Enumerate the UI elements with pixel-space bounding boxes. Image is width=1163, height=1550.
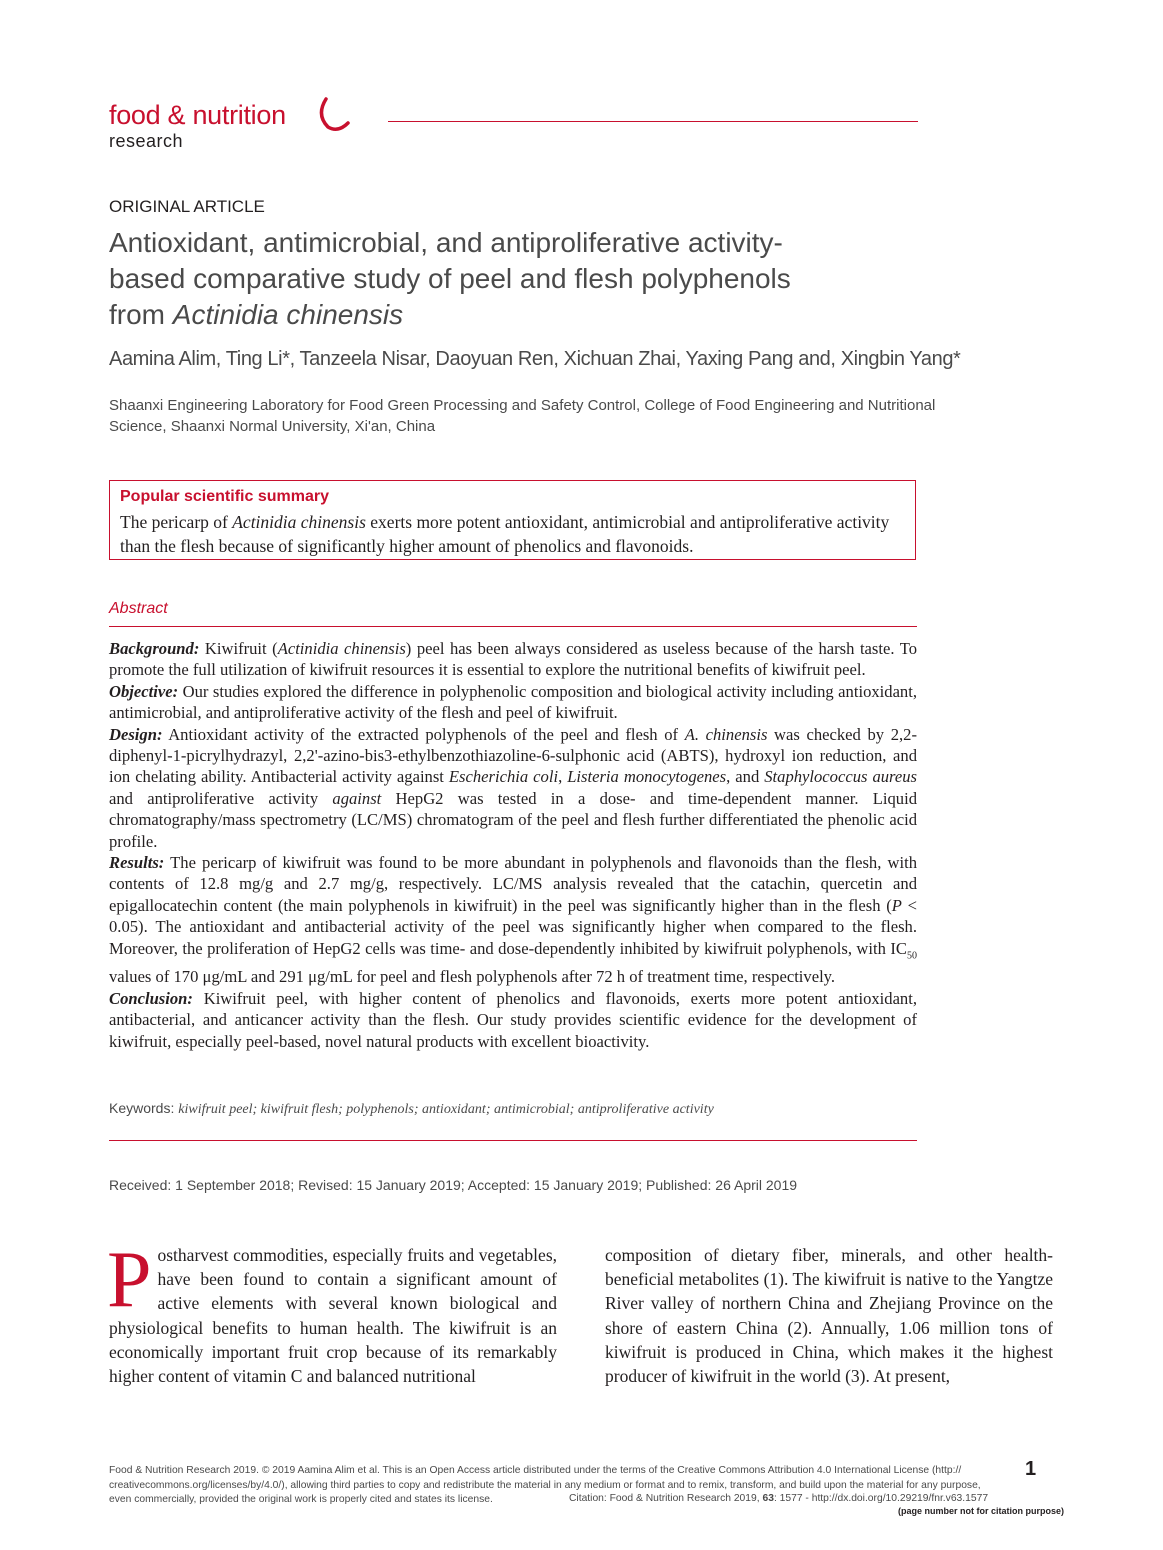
abstract-text: Kiwifruit peel, with higher content of phenolics and flavonoids, exerts more potent antioxidant, antibacterial, and anticancer activity than the flesh. Our study provides scientific evidence for the development of kiwifruit, especially peel-based, novel natural products with excellent bioactivity. bbox=[109, 988, 917, 1051]
keywords bbox=[109, 1100, 917, 1118]
summary-heading: Popular scientific summary bbox=[120, 488, 329, 505]
summary-text bbox=[120, 510, 910, 558]
publication-dates: Received: 1 September 2018; Revised: 15 January 2019; Accepted: 15 January 2019; Published: 26 April 2019 bbox=[109, 1177, 798, 1193]
summary-species: Actinidia chinensis bbox=[232, 512, 366, 532]
abstract-text: was checked by 2,2-diphenyl-1-picrylhydrazyl, 2,2'-azino-bis3-ethylbenzothiazoline-6-sulphonic acid (ABTS), hydroxyl ion reduction, and ion chelating ability. Antibacterial activity against bbox=[109, 724, 917, 787]
summary-text-part: exerts more potent antioxidant, antimicrobial and antiproliferative activity than the flesh because of significantly higher amount of phenolics and flavonoids. bbox=[120, 512, 890, 556]
abstract-text: and antiproliferative activity bbox=[109, 788, 333, 808]
abstract-text: < 0.05). The antioxidant and antibacterial activity of the peel was significantly higher when compared to the flesh. Moreover, the proliferation of HepG2 cells was time- and dose-dependently inhibited by kiwifruit polyphenols, with IC bbox=[109, 895, 917, 958]
article-type: ORIGINAL ARTICLE bbox=[109, 197, 265, 216]
citation-suffix: : 1577 - http://dx.doi.org/10.29219/fnr.v63.1577 bbox=[773, 1493, 989, 1504]
abstract-results bbox=[109, 852, 917, 988]
keywords-label: Keywords: bbox=[109, 1100, 179, 1116]
citation-prefix: Citation: Food & Nutrition Research 2019, bbox=[569, 1493, 763, 1504]
abstract-emphasis: P bbox=[891, 895, 902, 915]
abstract-emphasis: against bbox=[332, 788, 382, 808]
abstract-body bbox=[109, 638, 917, 1052]
summary-text-part: The pericarp of bbox=[120, 512, 233, 532]
abstract-text: ) peel has been always considered as useless because of the harsh taste. To promote the full utilization of kiwifruit resources it is essential to explore the nutritional benefits of kiwifruit peel. bbox=[109, 639, 917, 680]
abstract-heading: Abstract bbox=[109, 600, 168, 617]
abstract-subscript: 50 bbox=[907, 950, 917, 961]
abstract-design bbox=[109, 724, 917, 852]
abstract-objective bbox=[109, 681, 917, 724]
abstract-species: Actinidia chinensis bbox=[277, 639, 406, 658]
page-number-note: (page number not for citation purpose) bbox=[898, 1506, 1064, 1516]
abstract-label: Background: bbox=[109, 639, 200, 658]
abstract-rule bbox=[109, 626, 917, 627]
abstract-species: Staphylococcus aureus bbox=[764, 767, 917, 787]
header-rule bbox=[388, 121, 918, 122]
abstract-text: , bbox=[558, 767, 568, 787]
license-footer: Food & Nutrition Research 2019. © 2019 Aamina Alim et al. This is an Open Access article distributed under the terms of the Creative Commons Attribution 4.0 International License (http:// creativecommons.org/licenses/by/4.0/), allowing third parties to copy and redistribute the material in any medium or format and to remix, transform, and build upon the material for any purpose, even commercially, provided the original work is properly cited and states its license. bbox=[109, 1465, 981, 1505]
body-text-left: ostharvest commodities, especially fruits and vegetables, have been found to contain a significant amount of active elements with several known biological and physiological benefits to human health. The kiwifruit is an economically important fruit crop because of its remarkably higher content of vitamin C and balanced nutritional bbox=[109, 1245, 557, 1387]
abstract-label: Conclusion: bbox=[109, 988, 193, 1008]
abstract-label: Design: bbox=[109, 724, 163, 744]
keywords-list: kiwifruit peel; kiwifruit flesh; polyphenols; antioxidant; antimicrobial; antiproliferative activity bbox=[178, 1102, 714, 1117]
abstract-label: Results: bbox=[109, 853, 165, 873]
abstract-background bbox=[109, 638, 917, 681]
journal-logo-name: food & nutrition bbox=[109, 100, 286, 130]
page-number: 1 bbox=[1025, 1458, 1037, 1480]
abstract-label: Objective: bbox=[109, 681, 179, 701]
abstract-text: HepG2 was tested in a dose- and time-dependent manner. Liquid chromatography/mass spectrometry (LC/MS) chromatogram of the peel and flesh further differentiated the phenolic acid profile. bbox=[109, 788, 917, 851]
abstract-text: Antioxidant activity of the extracted polyphenols of the peel and flesh of bbox=[162, 724, 685, 744]
abstract-species: A. chinensis bbox=[684, 724, 768, 744]
title-line-1: Antioxidant, antimicrobial, and antiproliferative activity- bbox=[109, 227, 783, 258]
abstract-text: Our studies explored the difference in polyphenolic composition and biological activity including antioxidant, antimicrobial, and antiproliferative activity of the flesh and peel of kiwifruit. bbox=[109, 681, 917, 723]
affiliation: Shaanxi Engineering Laboratory for Food Green Processing and Safety Control, College of Food Engineering and Nutritional Science, Shaanxi Normal University, Xi'an, China bbox=[109, 397, 936, 435]
title-line-3-prefix: from bbox=[109, 299, 173, 330]
citation-line bbox=[565, 1493, 988, 1504]
journal-logo-arc-icon bbox=[316, 95, 352, 135]
abstract-species: Listeria monocytogenes bbox=[567, 767, 727, 787]
author-list: Aamina Alim, Ting Li*, Tanzeela Nisar, Daoyuan Ren, Xichuan Zhai, Yaxing Pang and, Xingbin Yang* bbox=[109, 348, 961, 370]
abstract-conclusion bbox=[109, 988, 917, 1052]
article-title bbox=[109, 225, 869, 333]
drop-cap: P bbox=[107, 1236, 152, 1324]
title-line-2: based comparative study of peel and flesh polyphenols bbox=[109, 263, 791, 294]
abstract-species: Escherichia coli bbox=[448, 767, 559, 787]
citation-volume: 63 bbox=[762, 1493, 774, 1504]
abstract-text: , and bbox=[726, 767, 765, 787]
abstract-text: Kiwifruit ( bbox=[199, 639, 278, 658]
title-species: Actinidia chinensis bbox=[172, 299, 404, 330]
abstract-text: values of 170 μg/mL and 291 μg/mL for peel and flesh polyphenols after 72 h of treatment time, respectively. bbox=[109, 967, 836, 987]
keywords-rule bbox=[109, 1140, 917, 1141]
journal-logo-subtitle: research bbox=[109, 131, 184, 151]
body-column-left bbox=[107, 1236, 557, 1388]
body-column-right: composition of dietary fiber, minerals, and other health-beneficial metabolites (1). The kiwifruit is native to the Yangtze River valley of northern China and Zhejiang Province on the shore of eastern China (2). Annually, 1.06 million tons of kiwifruit is produced in China, which makes it the highest producer of kiwifruit in the world (3). At present, bbox=[605, 1245, 1053, 1387]
abstract-text: The pericarp of kiwifruit was found to be more abundant in polyphenols and flavonoids than the flesh, with contents of 12.8 mg/g and 2.7 mg/g, respectively. LC/MS analysis revealed that the catachin, quercetin and epigallocatechin content (the main polyphenols in kiwifruit) in the peel was significantly higher than in the flesh ( bbox=[109, 853, 917, 915]
